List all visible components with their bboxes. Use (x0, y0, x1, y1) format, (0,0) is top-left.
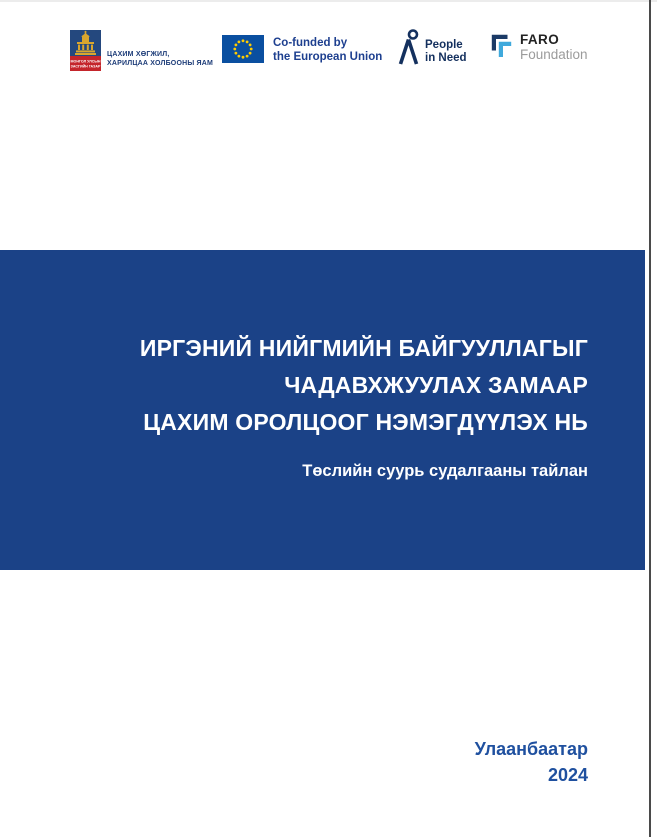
pin-label-line2: in Need (425, 51, 467, 64)
footer-place-date (475, 736, 588, 788)
eu-flag-icon (222, 35, 264, 63)
report-subtitle: Төслийн суурь судалгааны тайлан (302, 462, 588, 480)
faro-label (520, 32, 588, 62)
faro-label-name: FARO (520, 32, 560, 47)
faro-label-sub: Foundation (520, 47, 588, 62)
ministry-label-line1: ЦАХИМ ХӨГЖИЛ, (107, 51, 170, 58)
ministry-logo (70, 30, 213, 71)
people-in-need-logo (396, 29, 467, 65)
ministry-label (107, 50, 213, 71)
footer-city: Улаанбаатар (474, 739, 588, 759)
people-in-need-label (425, 39, 467, 64)
page-top-edge (0, 0, 657, 2)
pin-label-line1: People (425, 39, 463, 51)
faro-brackets-icon (491, 34, 512, 57)
report-title (140, 330, 588, 441)
eu-label-line1: Co-funded by (273, 37, 348, 49)
ministry-label-line2: ХАРИЛЦАА ХОЛБООНЫ ЯАМ (107, 60, 214, 67)
eu-label (273, 36, 382, 64)
report-title-line1: ИРГЭНИЙ НИЙГМИЙН БАЙГУУЛЛАГЫГ (139, 335, 588, 361)
eu-label-line2: the European Union (273, 51, 383, 63)
report-title-line2: ЧАДАВХЖУУЛАХ ЗАМААР (284, 372, 588, 398)
footer-year: 2024 (547, 765, 588, 785)
people-in-need-person-icon (396, 29, 421, 65)
mongolia-government-emblem-icon (70, 30, 101, 71)
faro-foundation-logo (491, 32, 588, 62)
report-title-line3: ЦАХИМ ОРОЛЦООГ НЭМЭГДҮҮЛЭХ НЬ (143, 409, 588, 435)
page-right-edge-line (649, 0, 651, 837)
emblem-band-text-line2: ЗАСГИЙН ГАЗАР (70, 64, 101, 69)
title-band (0, 250, 645, 570)
emblem-band-text-line1: МОНГОЛ УЛСЫН (70, 59, 101, 64)
eu-cofunded-logo (222, 35, 382, 64)
